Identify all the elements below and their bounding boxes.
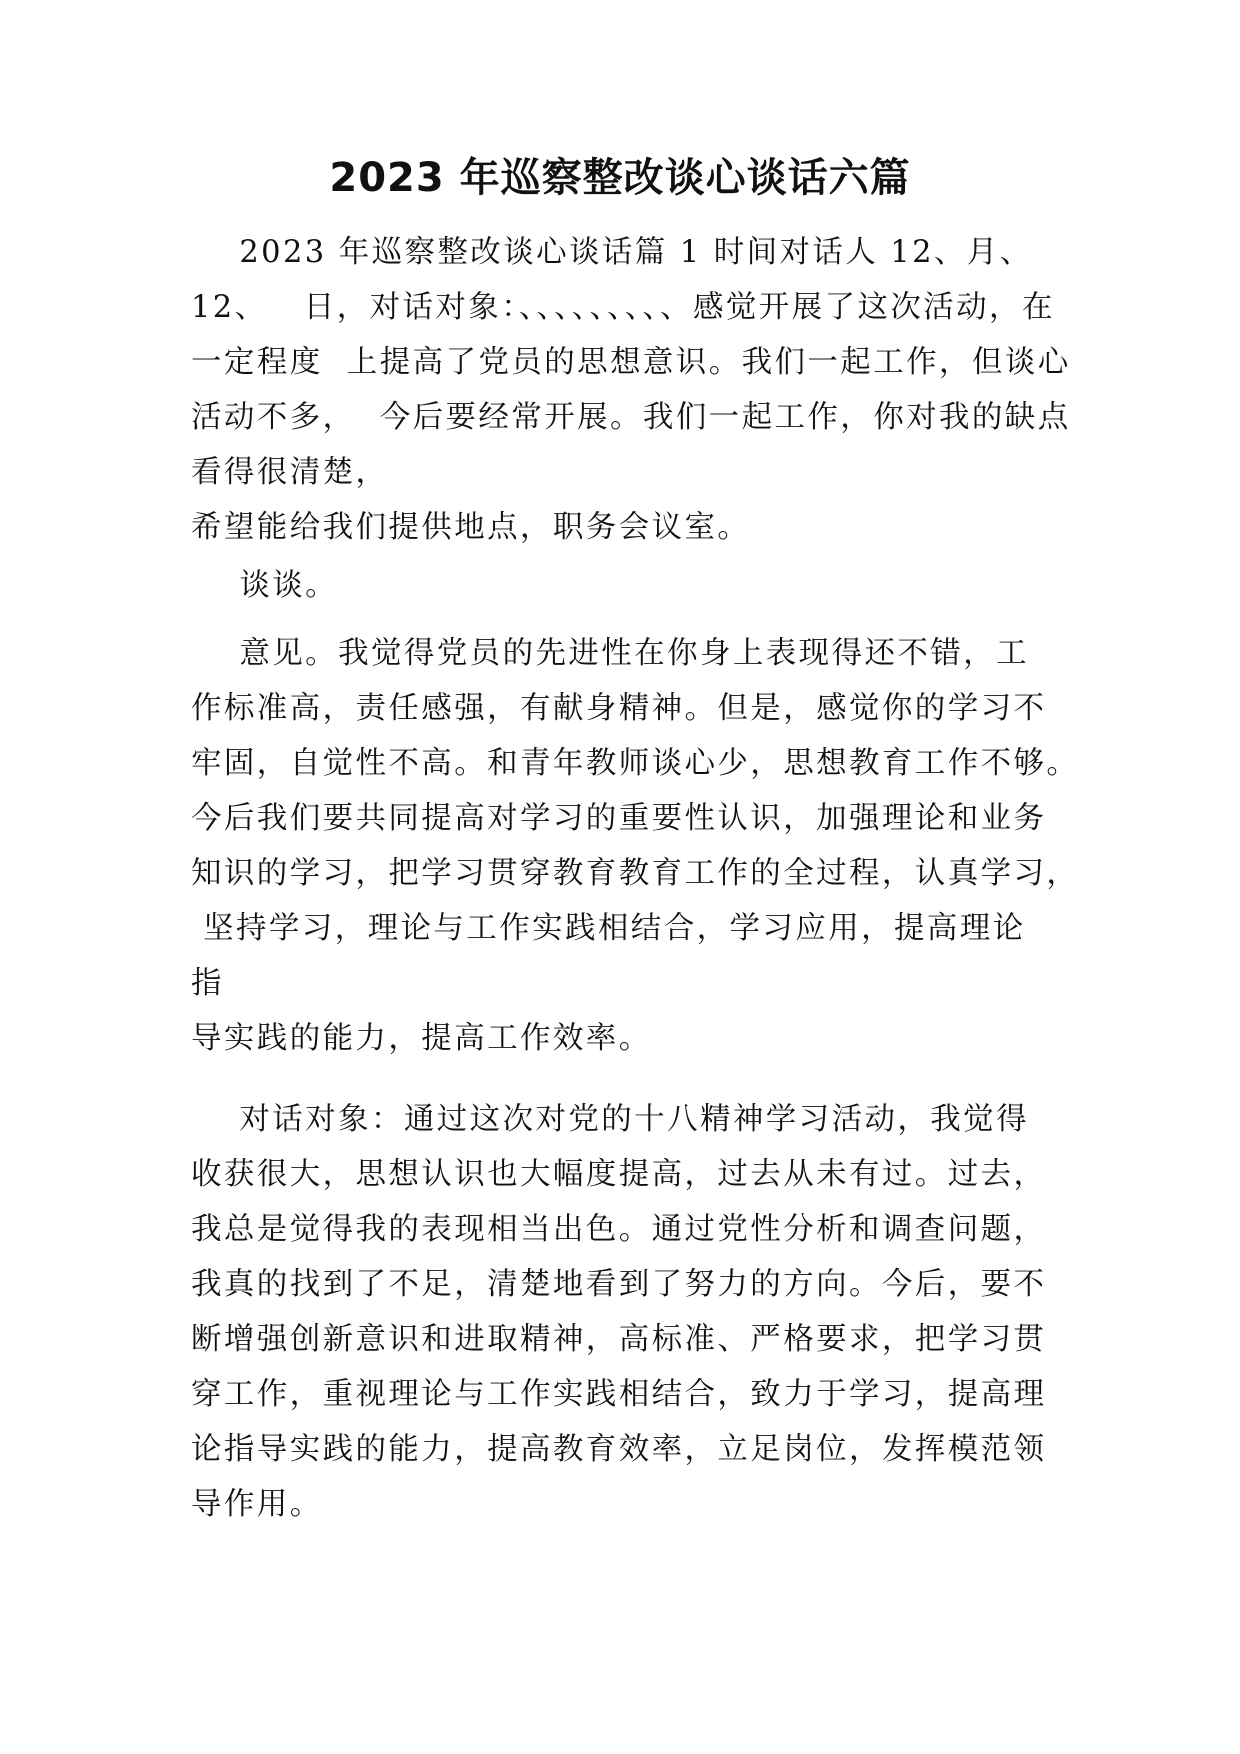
paragraph-line: 论指导实践的能力，提高教育效率，立足岗位，发挥模范领 — [191, 1432, 1047, 1467]
paragraph-line: 谈谈。 — [191, 568, 339, 603]
paragraph-line: 我真的找到了不足，清楚地看到了努力的方向。今后，要不 — [191, 1267, 1047, 1302]
paragraph-line: 收获很大，思想认识也大幅度提高，过去从未有过。过去， — [191, 1157, 1047, 1192]
paragraph-line: 穿工作，重视理论与工作实践相结合，致力于学习，提高理 — [191, 1377, 1047, 1412]
document-title: 2023 年巡察整改谈心谈话六篇 — [329, 155, 911, 201]
paragraph-line: 活动不多， 今后要经常开展。我们一起工作，你对我的缺点 — [191, 400, 1071, 435]
paragraph-line: 对话对象：通过这次对党的十八精神学习活动，我觉得 — [191, 1102, 1029, 1137]
paragraph-line: 作标准高，责任感强，有献身精神。但是，感觉你的学习不 — [191, 691, 1047, 726]
paragraph-line: 我总是觉得我的表现相当出色。通过党性分析和调查问题， — [191, 1212, 1047, 1247]
paragraph-line: 导作用。 — [191, 1487, 323, 1522]
paragraph-line: 看得很清楚， — [191, 455, 389, 490]
paragraph-line: 牢固，自觉性不高。和青年教师谈心少，思想教育工作不够。 — [191, 746, 1080, 781]
paragraph-line: 坚持学习，理论与工作实践相结合，学习应用，提高理论 — [191, 911, 1026, 946]
paragraph-line: 希望能给我们提供地点，职务会议室。 — [191, 510, 751, 545]
paragraph-line: 知识的学习，把学习贯穿教育教育工作的全过程，认真学习， — [191, 856, 1080, 891]
paragraph-line: 12、 日，对话对象：、、、、、、、、、感觉开展了这次活动，在 — [191, 290, 1055, 325]
paragraph-line: 今后我们要共同提高对学习的重要性认识，加强理论和业务 — [191, 801, 1047, 836]
paragraph-line: 2023 年巡察整改谈心谈话篇 1 时间对话人 12、月、 — [191, 235, 1033, 270]
paragraph-line: 导实践的能力，提高工作效率。 — [191, 1021, 652, 1056]
paragraph-line: 指 — [191, 966, 224, 1001]
paragraph-line: 一定程度 上提高了党员的思想意识。我们一起工作，但谈心 — [191, 345, 1071, 380]
paragraph-line: 断增强创新意识和进取精神，高标准、严格要求，把学习贯 — [191, 1322, 1047, 1357]
paragraph-line: 意见。我觉得党员的先进性在你身上表现得还不错，工 — [191, 636, 1029, 671]
